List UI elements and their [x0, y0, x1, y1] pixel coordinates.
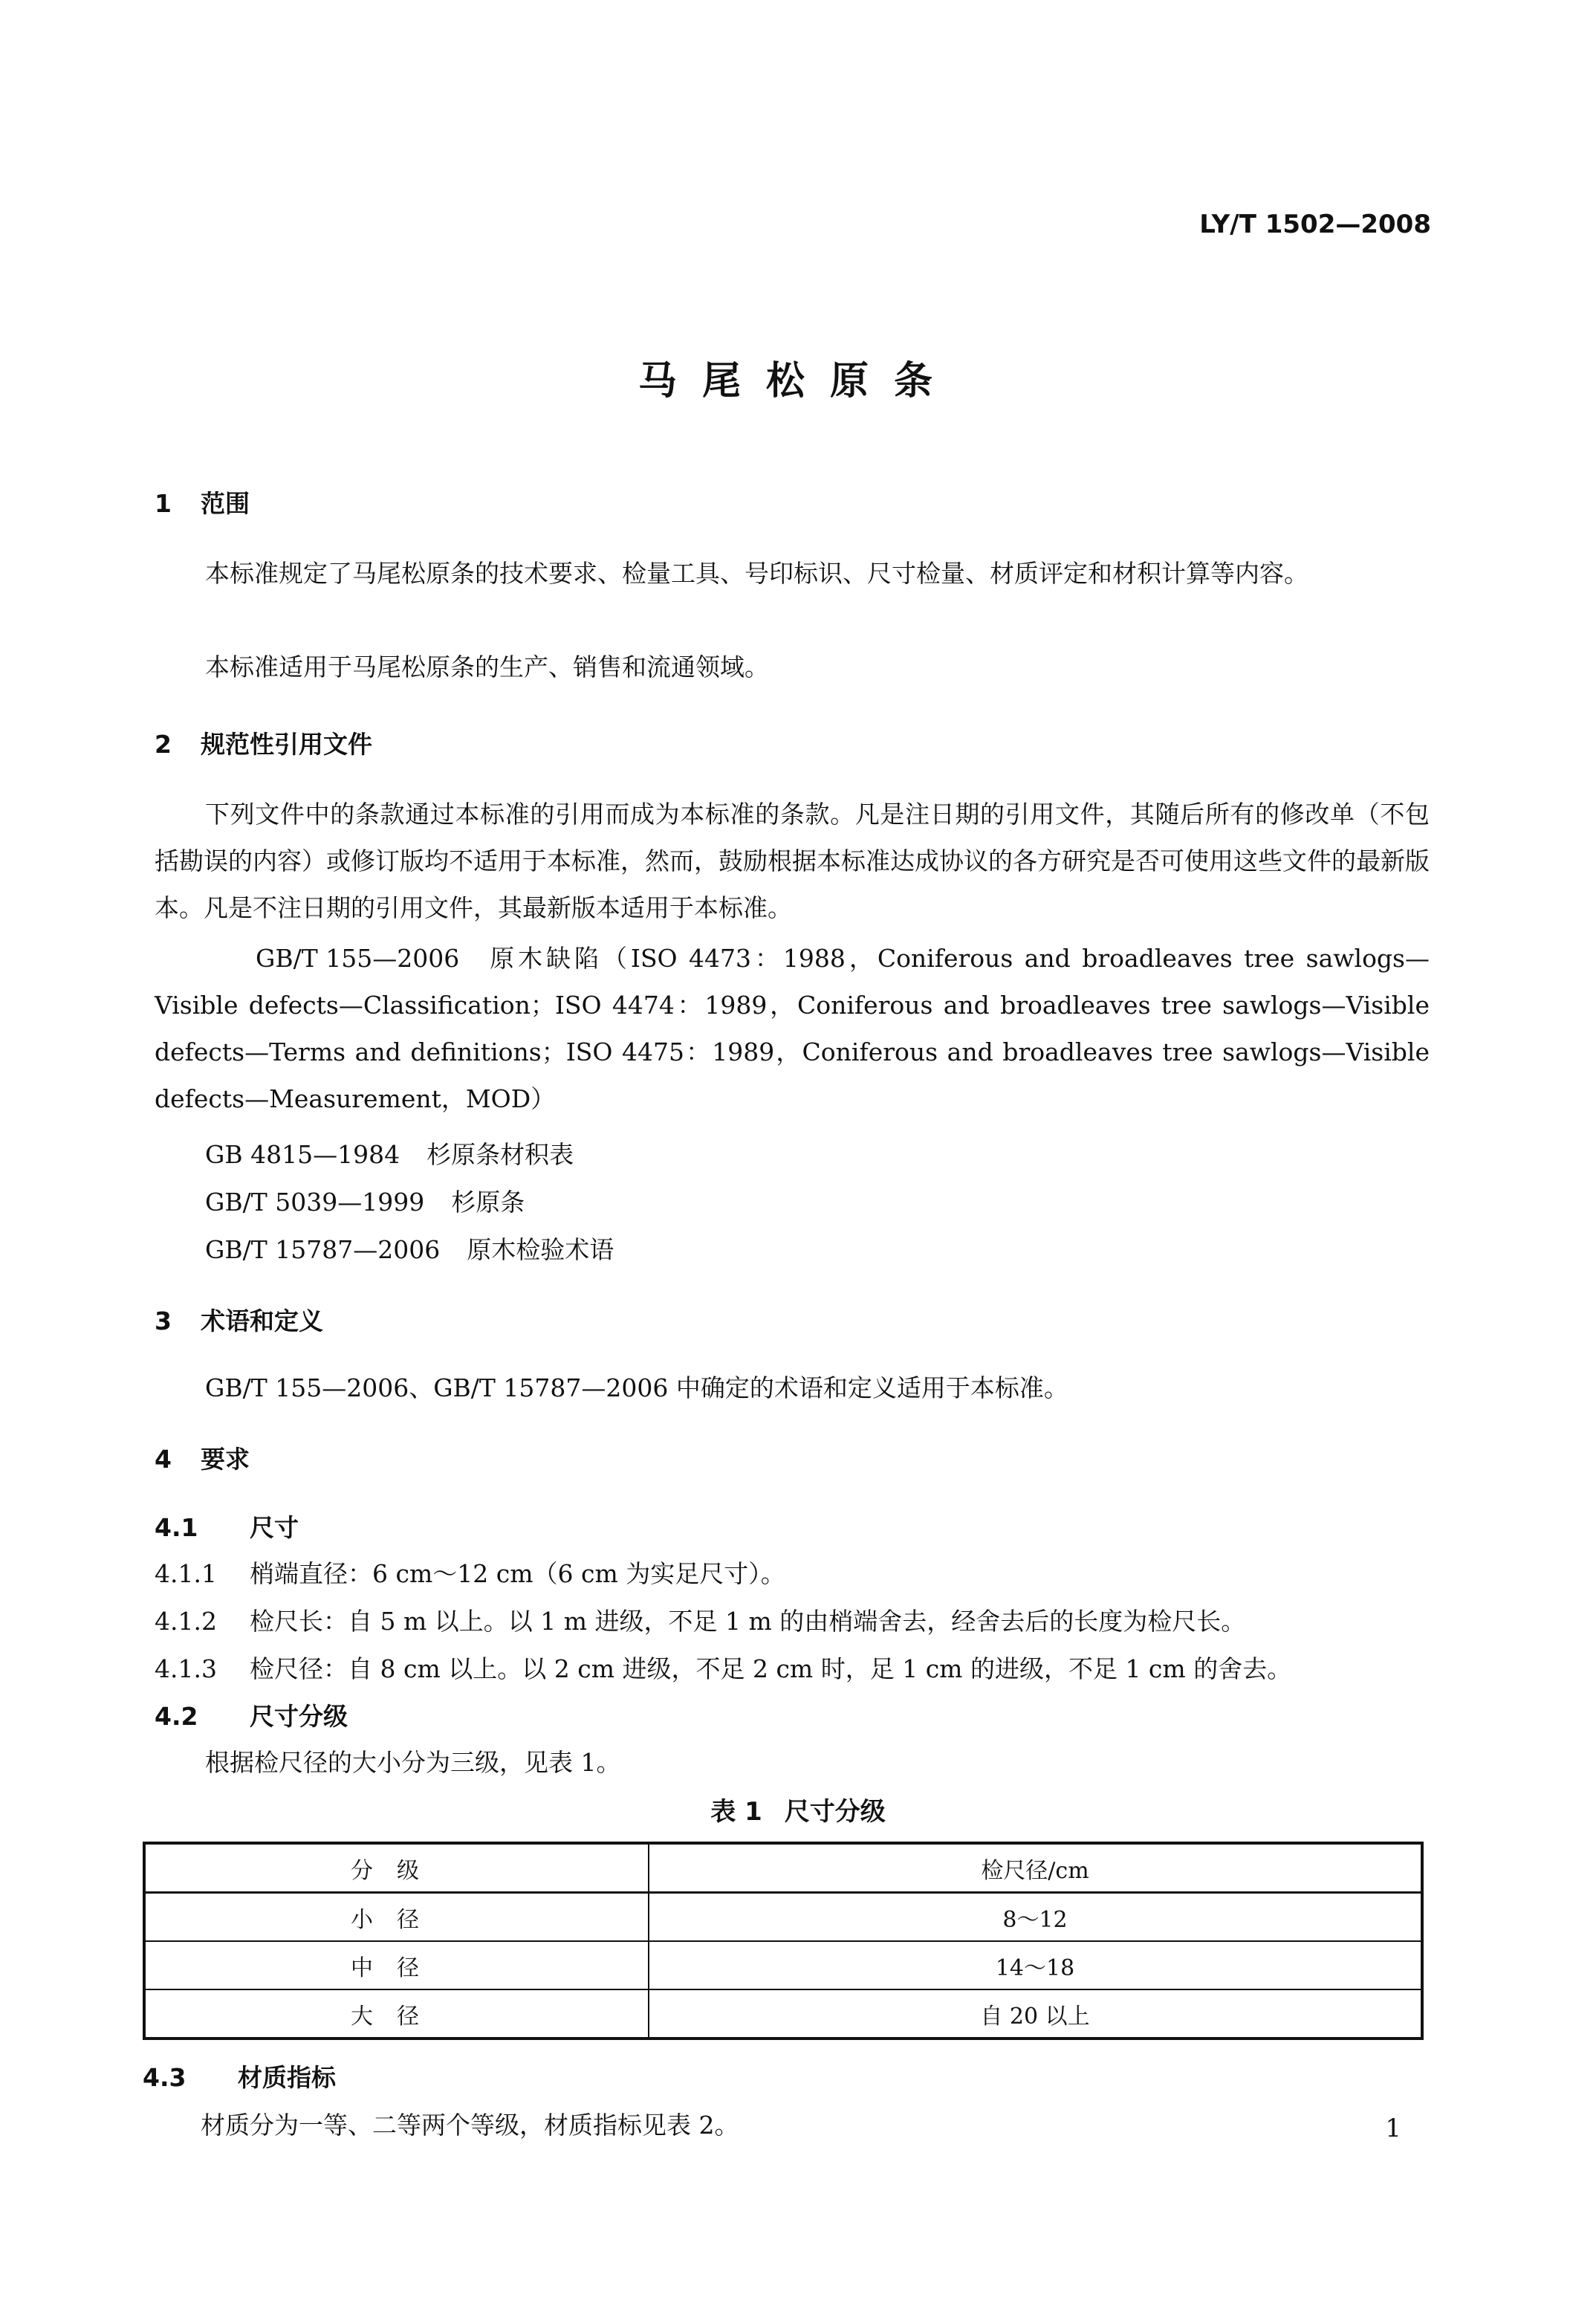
section-number: 1 — [155, 489, 172, 518]
reference-title: 杉原条 — [451, 1188, 525, 1217]
subsection-4-2-paragraph: 根据检尺径的大小分为三级，见表 1。 — [205, 1748, 621, 1777]
subsection-4-3-paragraph: 材质分为一等、二等两个等级，材质指标见表 2。 — [201, 2111, 739, 2140]
subsection-4-3-heading — [143, 2059, 336, 2094]
subsection-number: 4.1 — [155, 1513, 198, 1542]
reference-entry — [205, 1183, 525, 1218]
reference-title: 原木检验术语 — [467, 1235, 614, 1264]
section-title: 规范性引用文件 — [201, 730, 372, 759]
section-1-paragraph-1: 本标准规定了马尾松原条的技术要求、检量工具、号印标识、尺寸检量、材质评定和材积计算等内容。 — [205, 559, 1308, 588]
table-row — [144, 1941, 1422, 1989]
clause-4-1-1 — [155, 1555, 785, 1590]
subsection-number: 4.2 — [155, 1702, 198, 1731]
standard-code: LY/T 1502—2008 — [1199, 210, 1431, 239]
reference-code: GB 4815—1984 — [205, 1140, 400, 1169]
table-1-caption — [0, 1791, 1596, 1827]
section-number: 4 — [155, 1445, 172, 1474]
clause-text: 检尺长：自 5 m 以上。以 1 m 进级，不足 1 m 的由梢端舍去，经舍去后的长度为检尺长。 — [250, 1607, 1246, 1636]
section-4-heading — [155, 1440, 250, 1475]
subsection-number: 4.3 — [143, 2063, 186, 2092]
section-1-heading — [155, 485, 250, 519]
reference-code: GB/T 5039—1999 — [205, 1188, 425, 1217]
document-title: 马尾松原条 — [638, 359, 958, 404]
table-header-cell: 分级 — [144, 1843, 649, 1893]
table-row — [144, 1893, 1422, 1942]
section-1-paragraph-2: 本标准适用于马尾松原条的生产、销售和流通领域。 — [205, 653, 769, 681]
reference-code: GB/T 15787—2006 — [205, 1235, 441, 1264]
section-3-heading — [155, 1302, 323, 1337]
section-title: 术语和定义 — [201, 1306, 323, 1335]
table-cell-grade: 大径 — [144, 1989, 649, 2039]
table-header-cell: 检尺径/cm — [649, 1843, 1422, 1893]
size-grade-table — [143, 1842, 1424, 2040]
clause-text: 检尺径：自 8 cm 以上。以 2 cm 进级，不足 2 cm 时，足 1 cm 的进级，不足 1 cm 的舍去。 — [250, 1654, 1292, 1683]
table-row — [144, 1989, 1422, 2039]
table-cell-diameter: 自 20 以上 — [649, 1989, 1422, 2039]
section-number: 3 — [155, 1306, 172, 1335]
subsection-title: 尺寸分级 — [250, 1702, 348, 1731]
table-cell-diameter: 14～18 — [649, 1941, 1422, 1989]
section-number: 2 — [155, 730, 172, 759]
reference-entry — [205, 1231, 614, 1266]
section-3-paragraph-1: GB/T 155—2006、GB/T 15787—2006 中确定的术语和定义适用于本标准。 — [205, 1373, 1068, 1402]
table-caption-title: 尺寸分级 — [784, 1797, 886, 1827]
subsection-title: 尺寸 — [250, 1513, 299, 1542]
reference-entry — [205, 1136, 574, 1170]
clause-number: 4.1.1 — [155, 1559, 217, 1588]
reference-title: 杉原条材积表 — [426, 1140, 574, 1169]
table-caption-number: 表 1 — [710, 1797, 762, 1827]
clause-number: 4.1.3 — [155, 1654, 217, 1683]
table-cell-grade: 小径 — [144, 1893, 649, 1942]
reference-code: GB/T 155—2006 — [256, 944, 460, 973]
reference-entry — [155, 935, 1430, 1122]
clause-text: 梢端直径：6 cm～12 cm（6 cm 为实足尺寸）。 — [250, 1559, 785, 1588]
subsection-4-1-heading — [155, 1509, 299, 1544]
subsection-4-2-heading — [155, 1697, 348, 1732]
section-2-heading — [155, 725, 372, 760]
table-header-row — [144, 1843, 1422, 1893]
table-cell-grade: 中径 — [144, 1941, 649, 1989]
clause-number: 4.1.2 — [155, 1607, 217, 1636]
section-2-paragraph-1: 下列文件中的条款通过本标准的引用而成为本标准的条款。凡是注日期的引用文件，其随后所有的修改单（不包括勘误的内容）或修订版均不适用于本标准，然而，鼓励根据本标准达成协议的各方研究是否可使用这些文件的最新版本。凡是不注日期的引用文件，其最新版本适用于本标准。 — [155, 800, 1430, 922]
section-title: 要求 — [201, 1445, 250, 1474]
clause-4-1-3 — [155, 1650, 1291, 1685]
page-number: 1 — [1385, 2114, 1401, 2143]
section-title: 范围 — [201, 489, 250, 518]
table-cell-diameter: 8～12 — [649, 1893, 1422, 1942]
subsection-title: 材质指标 — [238, 2063, 336, 2092]
clause-4-1-2 — [155, 1602, 1245, 1637]
reference-title: 原木缺陷（ISO 4473：1988，Coniferous and broadleaves tree sawlogs—Visible defects—Classification；ISO 4474：1989，Coniferous and broadleaves tree sawlogs—Visible defects—Terms and definitions；ISO 4475：1989，Coniferous and broadleaves tree sawlogs—Visible defects—Measurement，MOD） — [155, 944, 1430, 1113]
